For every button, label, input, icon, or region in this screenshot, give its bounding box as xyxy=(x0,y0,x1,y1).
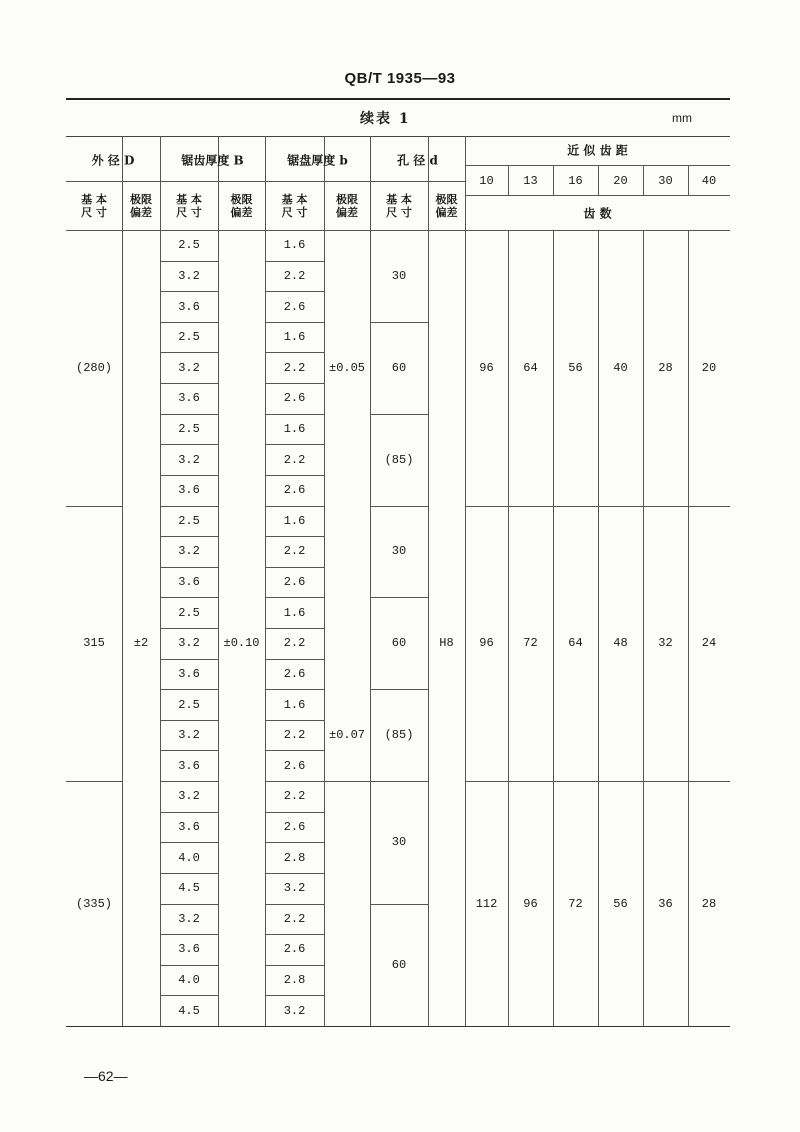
outer-diameter-cell: (335) xyxy=(75,896,113,911)
teeth-column-line xyxy=(598,230,599,1026)
row-line xyxy=(265,995,324,996)
row-line xyxy=(160,781,218,782)
row-line xyxy=(265,934,324,935)
plate-thickness-cell: 2.6 xyxy=(283,758,306,773)
teeth-cell: 56 xyxy=(568,360,583,375)
tooth-thickness-cell: 4.0 xyxy=(178,850,200,865)
teeth-cell: 96 xyxy=(479,360,494,375)
plate-thickness-cell: 2.2 xyxy=(283,789,306,804)
teeth-cell: 96 xyxy=(523,896,538,911)
column-line xyxy=(265,136,266,1026)
bore-split-line xyxy=(370,414,428,415)
table-caption: 续表 1 xyxy=(360,111,411,127)
bore-cell: 30 xyxy=(391,268,407,283)
plate-deviation-cell: ±0.05 xyxy=(328,360,366,375)
pitch-column-line xyxy=(598,165,599,195)
teeth-cell: 24 xyxy=(701,636,717,651)
top-rule xyxy=(66,98,730,100)
header-deviation: 极限 偏差 xyxy=(130,192,152,219)
group-line xyxy=(465,781,730,782)
tooth-thickness-cell: 3.6 xyxy=(178,575,200,590)
teeth-cell: 40 xyxy=(613,360,628,375)
teeth-cell: 72 xyxy=(568,896,583,911)
plate-thickness-cell: 2.6 xyxy=(283,391,306,406)
row-line xyxy=(265,444,324,445)
plate-thickness-cell: 1.6 xyxy=(283,238,306,253)
tooth-thickness-cell: 3.2 xyxy=(178,636,200,651)
teeth-cell: 72 xyxy=(523,636,538,651)
row-line xyxy=(160,475,218,476)
plate-thickness-cell: 2.2 xyxy=(283,911,306,926)
group-line xyxy=(66,506,122,507)
bore-cell: 30 xyxy=(391,835,407,850)
row-line xyxy=(265,322,324,323)
row-line xyxy=(160,322,218,323)
bottom-rule xyxy=(66,1026,730,1027)
row-line xyxy=(160,965,218,966)
tooth-thickness-cell: 3.2 xyxy=(178,544,200,559)
plate-thickness-cell: 2.6 xyxy=(283,820,306,834)
plate-thickness-cell: 2.6 xyxy=(283,942,306,957)
row-line xyxy=(265,536,324,537)
row-line xyxy=(265,659,324,660)
tooth-thickness-cell: 3.2 xyxy=(178,911,200,926)
tooth-thickness-cell: 3.6 xyxy=(178,758,200,773)
tooth-thickness-cell: 2.5 xyxy=(178,422,200,436)
row-line xyxy=(265,904,324,905)
row-line xyxy=(265,689,324,690)
plate-thickness-cell: 1.6 xyxy=(283,513,306,528)
header-bottom-line xyxy=(66,230,730,231)
row-line xyxy=(265,506,324,507)
row-line xyxy=(160,506,218,507)
plate-thickness-cell: 3.2 xyxy=(283,881,306,896)
row-line xyxy=(160,934,218,935)
tooth-thickness-cell: 3.6 xyxy=(178,666,200,681)
teeth-cell: 28 xyxy=(701,896,717,911)
pitch-value: 10 xyxy=(479,174,494,188)
tooth-deviation-cell: ±0.10 xyxy=(223,636,260,651)
tooth-thickness-cell: 4.5 xyxy=(178,881,200,896)
plate-thickness-cell: 2.6 xyxy=(283,575,306,590)
group-line xyxy=(370,781,428,782)
teeth-column-line xyxy=(688,230,689,1026)
standard-number: QB/T 1935—93 xyxy=(344,70,456,87)
row-line xyxy=(265,261,324,262)
unit-label: mm xyxy=(672,111,692,125)
row-line xyxy=(265,781,324,782)
plate-thickness-cell: 2.2 xyxy=(283,636,306,651)
plate-thickness-cell: 2.8 xyxy=(283,850,306,865)
bore-split-line xyxy=(370,904,428,905)
header-outer-diameter: 外 径 D xyxy=(91,153,135,168)
row-line xyxy=(160,444,218,445)
row-line xyxy=(265,812,324,813)
header-nominal: 基 本 尺 寸 xyxy=(176,192,202,219)
teeth-cell: 20 xyxy=(701,360,717,375)
plate-thickness-cell: 2.6 xyxy=(283,666,306,681)
header-tooth-thickness: 锯齿厚度 B xyxy=(181,153,244,168)
row-line xyxy=(265,291,324,292)
tooth-thickness-cell: 3.6 xyxy=(178,820,200,834)
teeth-column-line xyxy=(643,230,644,1026)
row-line xyxy=(160,720,218,721)
bore-split-line xyxy=(370,689,428,690)
column-line xyxy=(324,136,325,1026)
pitch-value: 40 xyxy=(701,174,717,188)
bore-cell: (85) xyxy=(384,728,414,743)
plate-thickness-cell: 1.6 xyxy=(283,330,306,345)
bore-cell: 60 xyxy=(391,360,407,375)
pitch-value-line xyxy=(465,195,730,196)
page-number: —62— xyxy=(84,1068,128,1084)
row-line xyxy=(265,750,324,751)
column-line xyxy=(465,136,466,1026)
tooth-thickness-cell: 3.6 xyxy=(178,483,200,498)
plate-thickness-cell: 2.2 xyxy=(283,452,306,467)
header-deviation: 极限 偏差 xyxy=(435,192,458,219)
row-line xyxy=(160,812,218,813)
row-line xyxy=(160,689,218,690)
tooth-thickness-cell: 4.0 xyxy=(178,973,200,988)
pitch-column-line xyxy=(643,165,644,195)
row-line xyxy=(265,414,324,415)
row-line xyxy=(265,475,324,476)
plate-thickness-cell: 2.8 xyxy=(283,973,306,988)
row-line xyxy=(265,873,324,874)
pitch-column-line xyxy=(553,165,554,195)
row-line xyxy=(265,720,324,721)
plate-thickness-cell: 2.2 xyxy=(283,728,306,743)
row-line xyxy=(265,567,324,568)
row-line xyxy=(265,597,324,598)
plate-thickness-cell: 1.6 xyxy=(283,422,306,436)
tooth-thickness-cell: 2.5 xyxy=(178,238,200,253)
column-line xyxy=(218,136,219,1026)
plate-thickness-cell: 2.2 xyxy=(283,268,306,283)
plate-thickness-cell: 2.2 xyxy=(283,544,306,559)
bore-split-line xyxy=(370,322,428,323)
caption-rule xyxy=(66,136,730,137)
column-line xyxy=(122,136,123,1026)
group-line xyxy=(324,781,370,782)
tooth-thickness-cell: 3.6 xyxy=(178,942,200,957)
header-deviation: 极限 偏差 xyxy=(230,192,253,219)
plate-thickness-cell: 1.6 xyxy=(283,697,306,712)
row-line xyxy=(265,965,324,966)
tooth-thickness-cell: 3.6 xyxy=(178,299,200,314)
bore-cell: 60 xyxy=(391,957,407,972)
tooth-thickness-cell: 3.2 xyxy=(178,268,200,283)
teeth-cell: 36 xyxy=(658,896,673,911)
pitch-value: 13 xyxy=(523,174,538,188)
teeth-cell: 56 xyxy=(613,896,628,911)
tooth-thickness-cell: 3.2 xyxy=(178,789,200,804)
teeth-cell: 48 xyxy=(613,636,628,651)
header-teeth-count: 齿 数 xyxy=(583,206,612,221)
teeth-cell: 64 xyxy=(523,360,538,375)
group-line xyxy=(66,781,122,782)
pitch-column-line xyxy=(508,165,509,195)
tooth-thickness-cell: 3.2 xyxy=(178,360,200,375)
outer-diameter-cell: 315 xyxy=(83,636,105,651)
tooth-thickness-cell: 3.6 xyxy=(178,391,200,406)
plate-thickness-cell: 3.2 xyxy=(283,1003,306,1018)
header-nominal: 基 本 尺 寸 xyxy=(281,192,308,219)
bore-tolerance-cell: H8 xyxy=(439,636,454,651)
teeth-column-line xyxy=(553,230,554,1026)
tooth-thickness-cell: 3.2 xyxy=(178,728,200,743)
row-line xyxy=(160,261,218,262)
row-line xyxy=(265,628,324,629)
row-line xyxy=(160,597,218,598)
bore-cell: 30 xyxy=(391,544,407,559)
header-nominal: 基 本 尺 寸 xyxy=(81,192,107,219)
teeth-cell: 64 xyxy=(568,636,583,651)
bore-cell: (85) xyxy=(384,452,414,467)
row-line xyxy=(160,567,218,568)
plate-thickness-cell: 2.6 xyxy=(283,483,306,498)
tooth-thickness-cell: 2.5 xyxy=(178,513,200,528)
plate-deviation-cell: ±0.07 xyxy=(328,728,366,743)
teeth-column-line xyxy=(508,230,509,1026)
pitch-value: 30 xyxy=(658,174,673,188)
tooth-thickness-cell: 2.5 xyxy=(178,330,200,345)
row-line xyxy=(160,904,218,905)
row-line xyxy=(160,352,218,353)
pitch-column-line xyxy=(688,165,689,195)
teeth-cell: 112 xyxy=(475,896,498,911)
header-nominal: 基 本 尺 寸 xyxy=(386,192,412,219)
group-line xyxy=(370,506,428,507)
pitch-value: 20 xyxy=(613,174,628,188)
teeth-cell: 28 xyxy=(658,360,673,375)
header-plate-thickness: 锯盘厚度 b xyxy=(287,153,348,168)
tooth-thickness-cell: 2.5 xyxy=(178,605,200,620)
plate-thickness-cell: 2.6 xyxy=(283,299,306,314)
bore-cell: 60 xyxy=(391,636,407,651)
bore-split-line xyxy=(370,597,428,598)
tooth-thickness-cell: 3.2 xyxy=(178,452,200,467)
row-line xyxy=(160,995,218,996)
row-line xyxy=(265,352,324,353)
pitch-value: 16 xyxy=(568,174,583,188)
column-line xyxy=(428,136,429,1026)
group-line xyxy=(465,506,730,507)
header-split-line xyxy=(66,181,465,182)
column-line xyxy=(160,136,161,1026)
column-line xyxy=(370,136,371,1026)
plate-thickness-cell: 2.2 xyxy=(283,360,306,375)
tooth-thickness-cell: 2.5 xyxy=(178,697,200,712)
row-line xyxy=(160,536,218,537)
row-line xyxy=(160,291,218,292)
row-line xyxy=(160,750,218,751)
row-line xyxy=(160,383,218,384)
row-line xyxy=(265,842,324,843)
header-deviation: 极限 偏差 xyxy=(336,192,358,219)
row-line xyxy=(160,873,218,874)
row-line xyxy=(160,659,218,660)
pitch-header-line xyxy=(465,165,730,166)
teeth-cell: 96 xyxy=(479,636,494,651)
tooth-thickness-cell: 4.5 xyxy=(178,1003,200,1018)
outer-deviation-cell: ±2 xyxy=(133,636,149,651)
outer-diameter-cell: (280) xyxy=(75,360,113,375)
row-line xyxy=(160,414,218,415)
row-line xyxy=(265,383,324,384)
row-line xyxy=(160,628,218,629)
header-bore: 孔 径 d xyxy=(397,153,438,168)
header-approx-pitch: 近 似 齿 距 xyxy=(567,143,628,158)
row-line xyxy=(160,842,218,843)
teeth-cell: 32 xyxy=(658,636,673,651)
plate-thickness-cell: 1.6 xyxy=(283,605,306,620)
